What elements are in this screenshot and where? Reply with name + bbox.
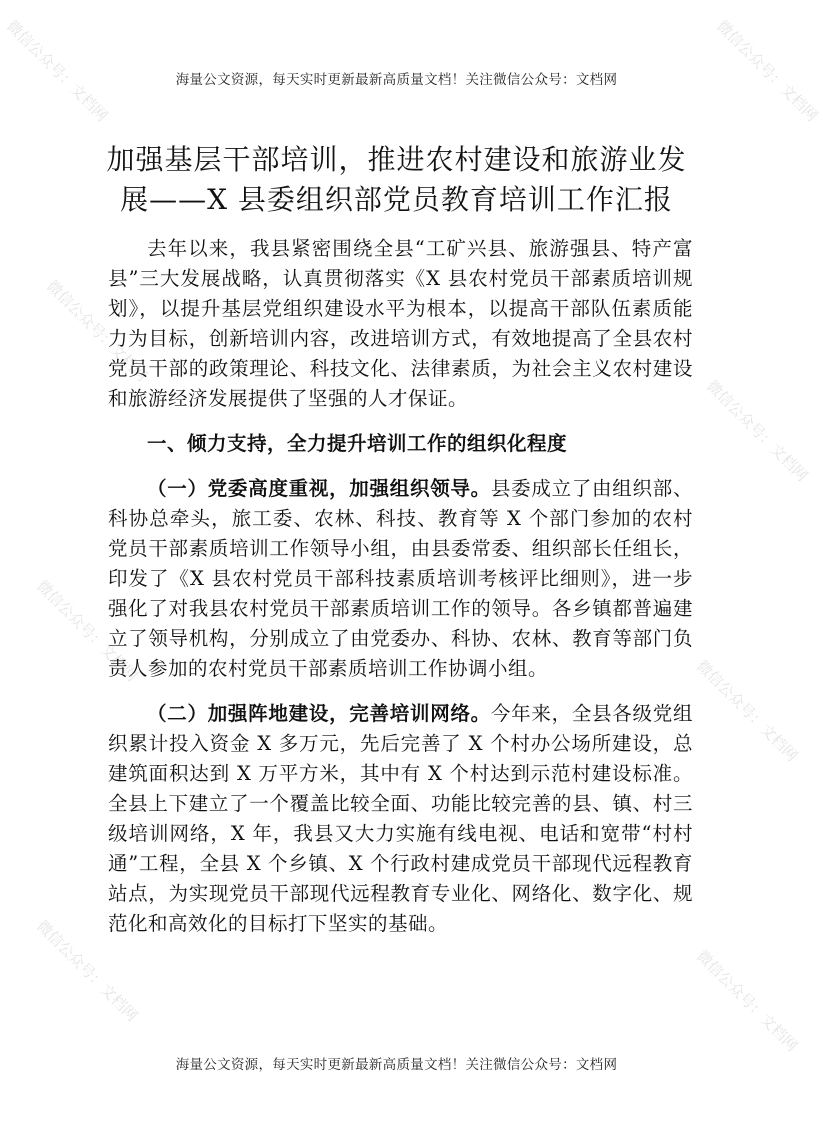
section-heading: 一、倾力支持，全力提升培训工作的组织化程度 <box>147 432 568 455</box>
item-1-paragraph <box>108 474 693 684</box>
page-header: 海量公文资源，每天实时更新最新高质量文档！关注微信公众号：文档网 <box>175 72 618 88</box>
watermark: 微信公众号：文档网 <box>33 916 142 1025</box>
watermark: 微信公众号：文档网 <box>713 16 822 125</box>
watermark: 微信公众号：文档网 <box>703 376 812 485</box>
watermark: 微信公众号：文档网 <box>3 16 112 125</box>
item-2-lead: （二）加强阵地建设，完善培训网络。 <box>147 702 491 725</box>
watermark: 微信公众号：文档网 <box>693 656 802 765</box>
title-line-2: 展——X 县委组织部党员教育培训工作汇报 <box>120 183 673 216</box>
watermark: 微信公众号：文档网 <box>43 276 152 385</box>
item-2-body: 今年来，全县各级党组织累计投入资金 X 多万元，先后完善了 X 个村办公场所建设，总建筑面积达到 X 万平方米，其中有 X 个村达到示范村建设标准。全县上下建立了一个覆盖比较全面、功能比较完善的县、镇、村三级培训网络，X 年，我县又大力实施有线电视、电话和宽带“村村通”工程，全县 X 个乡镇、X 个行政村建成党员干部现代远程教育站点，为实现党员干部现代远程教育专业化、网络化、数字化、规范化和高效化的目标打下坚实的基础。 <box>108 702 693 935</box>
watermark: 微信公众号：文档网 <box>33 576 142 685</box>
document-body <box>108 234 693 939</box>
title-line-1: 加强基层干部培训，推进农村建设和旅游业发 <box>106 143 687 176</box>
page-footer: 海量公文资源，每天实时更新最新高质量文档！关注微信公众号：文档网 <box>175 1057 618 1073</box>
item-2-paragraph <box>108 699 693 939</box>
watermark: 微信公众号：文档网 <box>693 946 802 1055</box>
item-1-body: 县委成立了由组织部、科协总牵头，旅工委、农林、科技、教育等 X 个部门参加的农村党员干部素质培训工作领导小组，由县委常委、组织部长任组长，印发了《X 县农村党员干部科技素质培训考核评比细则》，进一步强化了对我县农村党员干部素质培训工作的领导。各乡镇都普遍建立了领导机构，分别成立了由党委办、科协、农林、教育等部门负责人参加的农村党员干部素质培训工作协调小组。 <box>108 477 693 680</box>
document-title <box>70 140 723 220</box>
intro-paragraph: 去年以来，我县紧密围绕全县“工矿兴县、旅游强县、特产富县”三大发展战略，认真贯彻落实《X 县农村党员干部素质培训规划》，以提升基层党组织建设水平为根本，以提高干部队伍素质能力为目标，创新培训内容，改进培训方式，有效地提高了全县农村党员干部的政策理论、科技文化、法律素质，为社会主义农村建设和旅游经济发展提供了坚强的人才保证。 <box>108 237 693 410</box>
item-1-lead: （一）党委高度重视，加强组织领导。 <box>147 477 491 500</box>
